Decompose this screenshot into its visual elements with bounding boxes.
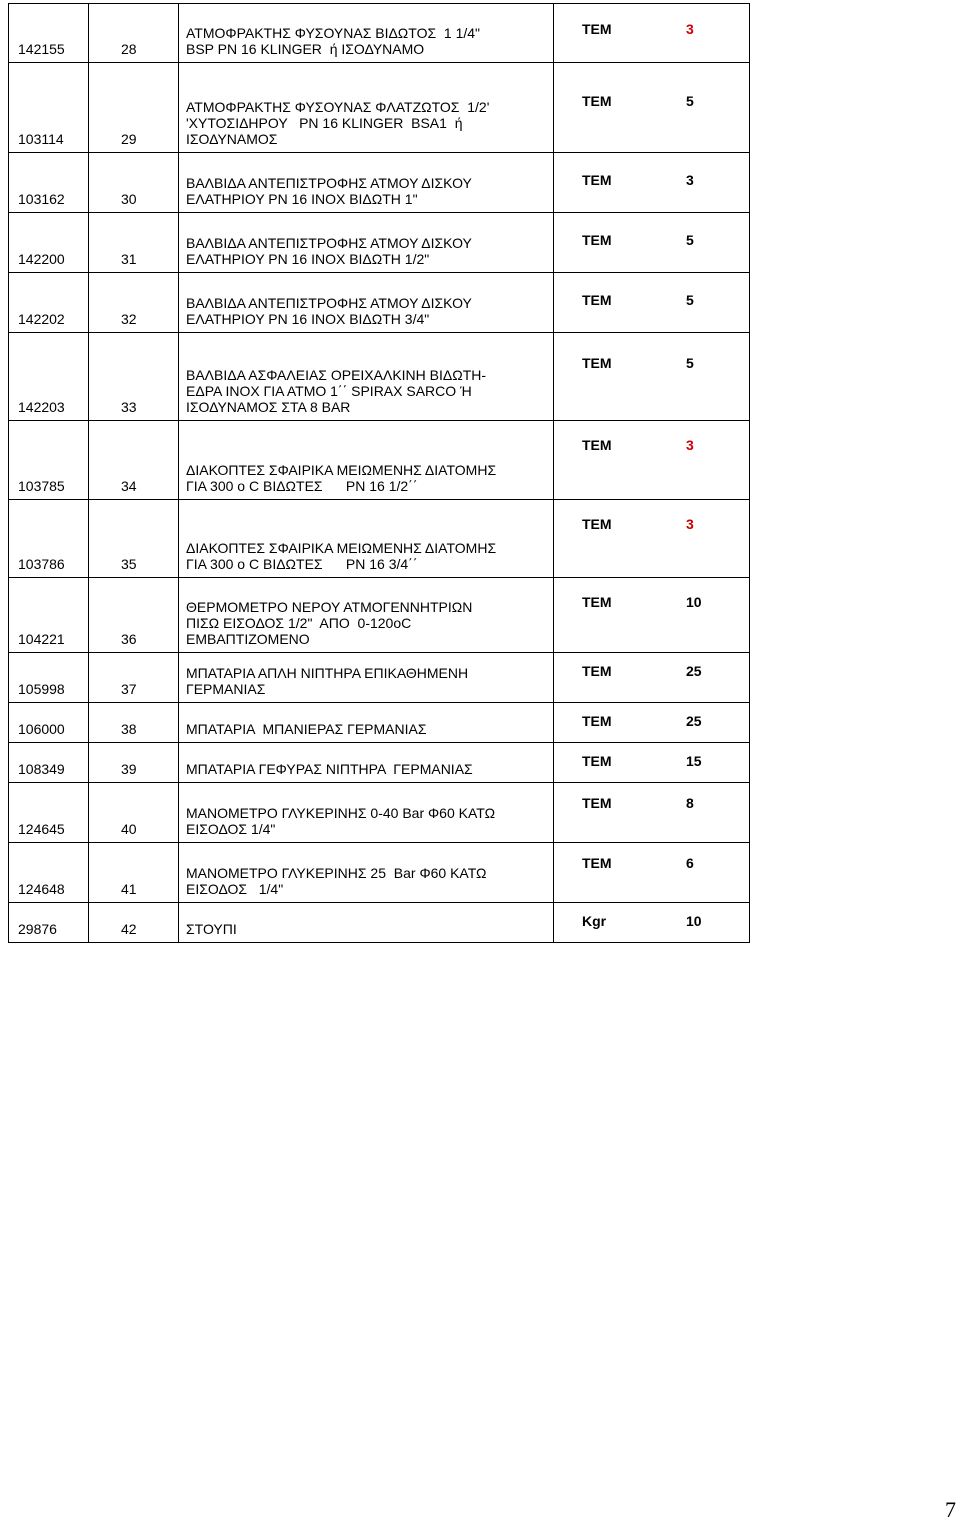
item-code: 142202 bbox=[18, 311, 65, 327]
item-description: ΒΑΛΒΙΔΑ ΑΝΤΕΠΙΣΤΡΟΦΗΣ ΑΤΜΟΥ ΔΙΣΚΟΥ ΕΛΑΤΗΡΙΟΥ PN 16 INOX ΒΙΔΩΤΗ 3/4" bbox=[186, 295, 472, 327]
number-cell bbox=[88, 578, 178, 652]
item-quantity: 6 bbox=[686, 855, 694, 871]
item-code: 142203 bbox=[18, 399, 65, 415]
item-unit: TEM bbox=[582, 713, 612, 729]
item-number: 37 bbox=[121, 681, 137, 697]
item-code: 104221 bbox=[18, 631, 65, 647]
number-cell bbox=[88, 903, 178, 942]
unit-qty-cell bbox=[553, 4, 750, 62]
number-cell bbox=[88, 421, 178, 499]
code-cell bbox=[8, 213, 88, 272]
table-row bbox=[8, 421, 750, 500]
item-description: ΜΠΑΤΑΡΙΑ ΜΠΑΝΙΕΡΑΣ ΓΕΡΜΑΝΙΑΣ bbox=[186, 721, 427, 737]
item-unit: TEM bbox=[582, 21, 612, 37]
description-cell bbox=[178, 333, 553, 420]
number-cell bbox=[88, 153, 178, 212]
description-cell bbox=[178, 703, 553, 742]
item-unit: TEM bbox=[582, 663, 612, 679]
item-number: 30 bbox=[121, 191, 137, 207]
description-cell bbox=[178, 903, 553, 942]
item-description: ΔΙΑΚΟΠΤΕΣ ΣΦΑΙΡΙΚΑ ΜΕΙΩΜΕΝΗΣ ΔΙΑΤΟΜΗΣ ΓΙΑ 300 ο C ΒΙΔΩΤΕΣ PN 16 3/4΄΄ bbox=[186, 540, 497, 572]
unit-qty-cell bbox=[553, 153, 750, 212]
item-description: ΔΙΑΚΟΠΤΕΣ ΣΦΑΙΡΙΚΑ ΜΕΙΩΜΕΝΗΣ ΔΙΑΤΟΜΗΣ ΓΙΑ 300 ο C ΒΙΔΩΤΕΣ PN 16 1/2΄΄ bbox=[186, 462, 497, 494]
unit-qty-cell bbox=[553, 273, 750, 332]
number-cell bbox=[88, 333, 178, 420]
item-quantity: 3 bbox=[686, 172, 694, 188]
item-unit: TEM bbox=[582, 93, 612, 109]
item-code: 124645 bbox=[18, 821, 65, 837]
code-cell bbox=[8, 843, 88, 902]
item-code: 124648 bbox=[18, 881, 65, 897]
code-cell bbox=[8, 63, 88, 152]
item-quantity: 5 bbox=[686, 355, 694, 371]
item-number: 28 bbox=[121, 41, 137, 57]
item-unit: TEM bbox=[582, 594, 612, 610]
unit-qty-cell bbox=[553, 903, 750, 942]
item-number: 31 bbox=[121, 251, 137, 267]
item-quantity: 8 bbox=[686, 795, 694, 811]
code-cell bbox=[8, 703, 88, 742]
code-cell bbox=[8, 333, 88, 420]
item-number: 34 bbox=[121, 478, 137, 494]
number-cell bbox=[88, 500, 178, 577]
item-number: 42 bbox=[121, 921, 137, 937]
item-code: 105998 bbox=[18, 681, 65, 697]
table-row bbox=[8, 500, 750, 578]
number-cell bbox=[88, 653, 178, 702]
item-unit: TEM bbox=[582, 172, 612, 188]
unit-qty-cell bbox=[553, 500, 750, 577]
unit-qty-cell bbox=[553, 843, 750, 902]
item-number: 36 bbox=[121, 631, 137, 647]
item-number: 29 bbox=[121, 131, 137, 147]
item-code: 103786 bbox=[18, 556, 65, 572]
item-description: ΒΑΛΒΙΔΑ ΑΣΦΑΛΕΙΑΣ ΟΡΕΙΧΑΛΚΙΝΗ ΒΙΔΩΤΗ- ΕΔΡΑ INOX ΓΙΑ ΑΤΜΟ 1΄΄ SPIRAX SARCO Ή ΙΣΟΔΥΝΑΜΟΣ ΣΤΑ 8 BAR bbox=[186, 367, 487, 415]
unit-qty-cell bbox=[553, 703, 750, 742]
item-quantity: 3 bbox=[686, 21, 694, 37]
table-row bbox=[8, 213, 750, 273]
code-cell bbox=[8, 653, 88, 702]
code-cell bbox=[8, 903, 88, 942]
number-cell bbox=[88, 4, 178, 62]
item-quantity: 5 bbox=[686, 292, 694, 308]
table-row bbox=[8, 333, 750, 421]
table-row bbox=[8, 843, 750, 903]
item-unit: Kgr bbox=[582, 913, 607, 929]
item-description: ΜΑΝΟΜΕΤΡΟ ΓΛΥΚΕΡΙΝΗΣ 0-40 Bar Φ60 ΚΑΤΩ ΕΙΣΟΔΟΣ 1/4" bbox=[186, 805, 496, 837]
item-description: ΜΑΝΟΜΕΤΡΟ ΓΛΥΚΕΡΙΝΗΣ 25 Bar Φ60 ΚΑΤΩ ΕΙΣΟΔΟΣ 1/4" bbox=[186, 865, 487, 897]
code-cell bbox=[8, 273, 88, 332]
code-cell bbox=[8, 743, 88, 782]
item-quantity: 10 bbox=[686, 913, 702, 929]
item-description: ΜΠΑΤΑΡΙΑ ΓΕΦΥΡΑΣ ΝΙΠΤΗΡΑ ΓΕΡΜΑΝΙΑΣ bbox=[186, 761, 473, 777]
table-row bbox=[8, 273, 750, 333]
item-quantity: 10 bbox=[686, 594, 702, 610]
item-unit: TEM bbox=[582, 855, 612, 871]
code-cell bbox=[8, 153, 88, 212]
item-number: 39 bbox=[121, 761, 137, 777]
item-unit: TEM bbox=[582, 292, 612, 308]
table-row bbox=[8, 783, 750, 843]
table-row bbox=[8, 3, 750, 63]
table-row bbox=[8, 578, 750, 653]
code-cell bbox=[8, 783, 88, 842]
item-unit: TEM bbox=[582, 516, 612, 532]
unit-qty-cell bbox=[553, 743, 750, 782]
description-cell bbox=[178, 153, 553, 212]
item-code: 108349 bbox=[18, 761, 65, 777]
item-number: 41 bbox=[121, 881, 137, 897]
description-cell bbox=[178, 63, 553, 152]
item-quantity: 25 bbox=[686, 663, 702, 679]
item-code: 29876 bbox=[18, 921, 57, 937]
description-cell bbox=[178, 4, 553, 62]
description-cell bbox=[178, 273, 553, 332]
code-cell bbox=[8, 4, 88, 62]
unit-qty-cell bbox=[553, 213, 750, 272]
item-quantity: 5 bbox=[686, 93, 694, 109]
item-quantity: 5 bbox=[686, 232, 694, 248]
item-code: 142155 bbox=[18, 41, 65, 57]
item-unit: TEM bbox=[582, 437, 612, 453]
code-cell bbox=[8, 421, 88, 499]
table-row bbox=[8, 63, 750, 153]
code-cell bbox=[8, 578, 88, 652]
description-cell bbox=[178, 743, 553, 782]
unit-qty-cell bbox=[553, 63, 750, 152]
unit-qty-cell bbox=[553, 783, 750, 842]
table-row bbox=[8, 903, 750, 943]
description-cell bbox=[178, 421, 553, 499]
number-cell bbox=[88, 843, 178, 902]
item-code: 103162 bbox=[18, 191, 65, 207]
item-description: ΑΤΜΟΦΡΑΚΤΗΣ ΦΥΣΟΥΝΑΣ ΦΛΑΤΖΩΤΟΣ 1/2' 'ΧΥΤΟΣΙΔΗΡΟΥ PN 16 KLINGER BSA1 ή ΙΣΟΔΥΝΑΜΟΣ bbox=[186, 99, 490, 147]
item-description: ΒΑΛΒΙΔΑ ΑΝΤΕΠΙΣΤΡΟΦΗΣ ΑΤΜΟΥ ΔΙΣΚΟΥ ΕΛΑΤΗΡΙΟΥ PN 16 INOX ΒΙΔΩΤΗ 1" bbox=[186, 175, 472, 207]
item-quantity: 25 bbox=[686, 713, 702, 729]
item-quantity: 3 bbox=[686, 437, 694, 453]
unit-qty-cell bbox=[553, 421, 750, 499]
number-cell bbox=[88, 743, 178, 782]
number-cell bbox=[88, 783, 178, 842]
item-number: 35 bbox=[121, 556, 137, 572]
code-cell bbox=[8, 500, 88, 577]
item-description: ΘΕΡΜΟΜΕΤΡΟ ΝΕΡΟΥ ΑΤΜΟΓΕΝΝΗΤΡΙΩΝ ΠΙΣΩ ΕΙΣΟΔΟΣ 1/2" ΑΠΟ 0-120oC ΕΜΒΑΠΤΙΖΟΜΕΝΟ bbox=[186, 599, 473, 647]
item-code: 106000 bbox=[18, 721, 65, 737]
description-cell bbox=[178, 500, 553, 577]
description-cell bbox=[178, 843, 553, 902]
table-row bbox=[8, 703, 750, 743]
item-description: ΣΤΟΥΠΙ bbox=[186, 921, 237, 937]
item-unit: TEM bbox=[582, 232, 612, 248]
number-cell bbox=[88, 703, 178, 742]
unit-qty-cell bbox=[553, 578, 750, 652]
item-code: 142200 bbox=[18, 251, 65, 267]
number-cell bbox=[88, 273, 178, 332]
item-number: 33 bbox=[121, 399, 137, 415]
item-number: 32 bbox=[121, 311, 137, 327]
description-cell bbox=[178, 213, 553, 272]
item-unit: TEM bbox=[582, 355, 612, 371]
item-unit: TEM bbox=[582, 795, 612, 811]
page-number: 7 bbox=[945, 1497, 956, 1522]
item-code: 103114 bbox=[18, 131, 64, 147]
item-unit: TEM bbox=[582, 753, 612, 769]
item-description: ΒΑΛΒΙΔΑ ΑΝΤΕΠΙΣΤΡΟΦΗΣ ΑΤΜΟΥ ΔΙΣΚΟΥ ΕΛΑΤΗΡΙΟΥ PN 16 INOX ΒΙΔΩΤΗ 1/2" bbox=[186, 235, 472, 267]
item-quantity: 3 bbox=[686, 516, 694, 532]
table-row bbox=[8, 743, 750, 783]
item-number: 38 bbox=[121, 721, 137, 737]
table-row bbox=[8, 153, 750, 213]
number-cell bbox=[88, 213, 178, 272]
description-cell bbox=[178, 653, 553, 702]
unit-qty-cell bbox=[553, 653, 750, 702]
item-quantity: 15 bbox=[686, 753, 702, 769]
item-description: ΜΠΑΤΑΡΙΑ ΑΠΛΗ ΝΙΠΤΗΡΑ ΕΠΙΚΑΘΗΜΕΝΗ ΓΕΡΜΑΝΙΑΣ bbox=[186, 665, 469, 697]
number-cell bbox=[88, 63, 178, 152]
description-cell bbox=[178, 578, 553, 652]
items-table bbox=[8, 3, 750, 943]
description-cell bbox=[178, 783, 553, 842]
item-description: ΑΤΜΟΦΡΑΚΤΗΣ ΦΥΣΟΥΝΑΣ ΒΙΔΩΤΟΣ 1 1/4" BSP PN 16 KLINGER ή ΙΣΟΔΥΝΑΜΟ bbox=[186, 25, 481, 57]
item-code: 103785 bbox=[18, 478, 65, 494]
table-row bbox=[8, 653, 750, 703]
item-number: 40 bbox=[121, 821, 137, 837]
unit-qty-cell bbox=[553, 333, 750, 420]
